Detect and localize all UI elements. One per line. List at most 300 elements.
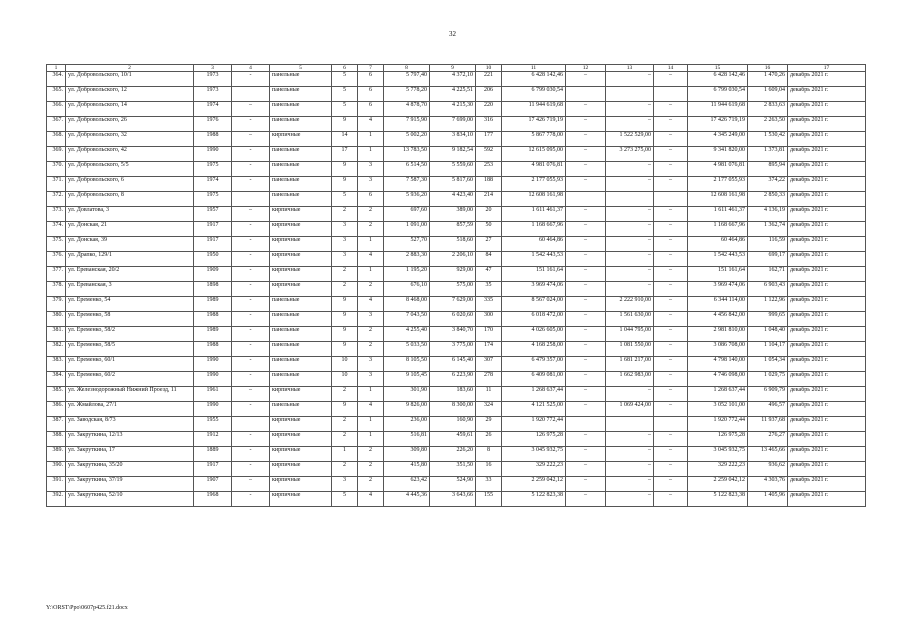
- footer-file-path: Y:\ORST\Ppo\0607p425.f21.docx: [46, 605, 128, 611]
- table-cell: ул. Донская, 39: [66, 237, 194, 252]
- table-row: [47, 417, 866, 432]
- table-cell: –: [654, 72, 688, 87]
- table-cell: 1 530,42: [748, 132, 788, 147]
- table-cell: 50: [476, 222, 502, 237]
- table-cell: 6 903,43: [748, 282, 788, 297]
- table-cell: 4 121 525,00: [502, 402, 566, 417]
- table-cell: 366.: [47, 102, 66, 117]
- table-cell: –: [654, 207, 688, 222]
- table-cell: 4 372,10: [430, 72, 476, 87]
- table-cell: 391.: [47, 477, 66, 492]
- table-cell: 329 222,23: [502, 462, 566, 477]
- table-cell: 1 029,75: [748, 372, 788, 387]
- table-cell: декабрь 2021 г.: [788, 252, 866, 267]
- table-cell: 368.: [47, 132, 66, 147]
- table-cell: 1917: [194, 462, 232, 477]
- table-cell: 335: [476, 297, 502, 312]
- table-cell: 6: [358, 192, 384, 207]
- table-row: [47, 72, 866, 87]
- table-cell: 4 168 258,00: [502, 342, 566, 357]
- table-cell: ул. Ереванская, 3: [66, 282, 194, 297]
- table-cell: [566, 417, 606, 432]
- table-cell: -: [232, 177, 270, 192]
- table-cell: 6 344 114,00: [688, 297, 748, 312]
- table-cell: ул. Добровольского, 6: [66, 177, 194, 192]
- table-cell: –: [566, 102, 606, 117]
- table-cell: –: [566, 252, 606, 267]
- table-row: [47, 387, 866, 402]
- table-cell: 1 681 217,00: [606, 357, 654, 372]
- table-cell: –: [606, 432, 654, 447]
- table-row: [47, 162, 866, 177]
- table-cell: -: [232, 312, 270, 327]
- table-cell: 84: [476, 252, 502, 267]
- table-row: [47, 492, 866, 507]
- table-cell: 6 409 081,00: [502, 372, 566, 387]
- table-cell: декабрь 2021 г.: [788, 327, 866, 342]
- table-cell: 2: [358, 342, 384, 357]
- table-cell: 371.: [47, 177, 66, 192]
- table-cell: –: [654, 267, 688, 282]
- table-cell: 1973: [194, 72, 232, 87]
- table-cell: 4 026 605,00: [502, 327, 566, 342]
- table-cell: 367.: [47, 117, 66, 132]
- table-cell: 12 608 161,98: [502, 192, 566, 207]
- table-cell: -: [232, 447, 270, 462]
- table-cell: 13 783,50: [384, 147, 430, 162]
- table-cell: -: [232, 357, 270, 372]
- table-cell: 3: [332, 222, 358, 237]
- table-cell: [654, 87, 688, 102]
- table-cell: 1: [358, 237, 384, 252]
- table-cell: 4 981 076,81: [688, 162, 748, 177]
- table-cell: 1961: [194, 387, 232, 402]
- table-cell: 220: [476, 102, 502, 117]
- table-cell: –: [566, 372, 606, 387]
- table-cell: [654, 192, 688, 207]
- table-cell: 4: [358, 297, 384, 312]
- column-number-cell: 6: [332, 65, 358, 72]
- table-row: [47, 237, 866, 252]
- table-cell: ул. Ереванская, 20/2: [66, 267, 194, 282]
- table-cell: -: [232, 252, 270, 267]
- table-cell: 5 559,60: [430, 162, 476, 177]
- table-cell: ул. Еременко, 60/2: [66, 372, 194, 387]
- table-cell: 8 468,00: [384, 297, 430, 312]
- table-cell: [232, 192, 270, 207]
- table-cell: –: [654, 117, 688, 132]
- table-cell: 1950: [194, 252, 232, 267]
- table-cell: 372.: [47, 192, 66, 207]
- table-cell: 221: [476, 72, 502, 87]
- table-cell: 253: [476, 162, 502, 177]
- table-cell: –: [654, 102, 688, 117]
- table-cell: 1909: [194, 267, 232, 282]
- table-cell: 1968: [194, 492, 232, 507]
- table-cell: 1 373,81: [748, 147, 788, 162]
- table-cell: -: [232, 462, 270, 477]
- table-cell: 4: [358, 402, 384, 417]
- table-cell: 60 464,86: [688, 237, 748, 252]
- table-cell: 5: [332, 192, 358, 207]
- table-cell: 12 615 095,00: [502, 147, 566, 162]
- table-cell: –: [654, 222, 688, 237]
- table-cell: 387.: [47, 417, 66, 432]
- table-cell: 3: [332, 237, 358, 252]
- table-row: [47, 327, 866, 342]
- table-cell: 29: [476, 417, 502, 432]
- table-cell: 1974: [194, 102, 232, 117]
- table-cell: кирпичные: [270, 462, 332, 477]
- table-cell: 316: [476, 117, 502, 132]
- table-cell: 5 778,20: [384, 87, 430, 102]
- table-cell: 151 161,64: [688, 267, 748, 282]
- table-cell: 7 915,90: [384, 117, 430, 132]
- table-cell: 369.: [47, 147, 66, 162]
- table-cell: –: [606, 282, 654, 297]
- table-row: [47, 312, 866, 327]
- table-cell: панельные: [270, 327, 332, 342]
- table-cell: 857,59: [430, 222, 476, 237]
- table-cell: 1 069 424,00: [606, 402, 654, 417]
- table-cell: –: [566, 267, 606, 282]
- table-cell: –: [606, 252, 654, 267]
- table-cell: 183,60: [430, 387, 476, 402]
- table-cell: 2 177 055,93: [502, 177, 566, 192]
- table-cell: 524,90: [430, 477, 476, 492]
- table-cell: 1: [358, 387, 384, 402]
- table-cell: декабрь 2021 г.: [788, 342, 866, 357]
- table-cell: 392.: [47, 492, 66, 507]
- table-cell: 5 797,40: [384, 72, 430, 87]
- table-cell: 214: [476, 192, 502, 207]
- table-cell: 1 522 529,00: [606, 132, 654, 147]
- table-cell: 1 362,74: [748, 222, 788, 237]
- table-cell: 27: [476, 237, 502, 252]
- table-cell: 5 936,20: [384, 192, 430, 207]
- table-cell: –: [654, 342, 688, 357]
- table-cell: 1889: [194, 447, 232, 462]
- table-cell: –: [606, 177, 654, 192]
- table-cell: кирпичные: [270, 237, 332, 252]
- table-cell: 2 259 042,12: [688, 477, 748, 492]
- table-cell: 3 969 474,06: [688, 282, 748, 297]
- table-cell: -: [232, 267, 270, 282]
- table-cell: 1 091,00: [384, 222, 430, 237]
- table-cell: 5: [332, 72, 358, 87]
- table-cell: 1 195,20: [384, 267, 430, 282]
- table-cell: 415,80: [384, 462, 430, 477]
- table-cell: [232, 87, 270, 102]
- table-cell: ул. Еременко, 58/2: [66, 327, 194, 342]
- table-cell: кирпичные: [270, 417, 332, 432]
- table-cell: -: [232, 372, 270, 387]
- table-cell: –: [566, 162, 606, 177]
- table-cell: –: [654, 387, 688, 402]
- table-cell: декабрь 2021 г.: [788, 432, 866, 447]
- table-cell: 1957: [194, 207, 232, 222]
- table-cell: ул. Закруткина, 37/19: [66, 477, 194, 492]
- table-cell: 2 981 810,00: [688, 327, 748, 342]
- table-cell: 226,20: [430, 447, 476, 462]
- table-cell: –: [654, 297, 688, 312]
- column-number-cell: 9: [430, 65, 476, 72]
- table-cell: –: [232, 132, 270, 147]
- table-cell: декабрь 2021 г.: [788, 402, 866, 417]
- table-cell: 2: [358, 462, 384, 477]
- table-cell: 307: [476, 357, 502, 372]
- table-cell: 1976: [194, 117, 232, 132]
- table-cell: панельные: [270, 297, 332, 312]
- table-cell: –: [606, 222, 654, 237]
- table-cell: 1898: [194, 282, 232, 297]
- table-cell: 1989: [194, 297, 232, 312]
- table-cell: 4 878,70: [384, 102, 430, 117]
- table-cell: 1 920 772,44: [502, 417, 566, 432]
- table-cell: ул. Добровольского, 12: [66, 87, 194, 102]
- table-cell: декабрь 2021 г.: [788, 387, 866, 402]
- table-cell: ул. Еременко, 58/5: [66, 342, 194, 357]
- column-number-cell: 12: [566, 65, 606, 72]
- table-cell: [606, 417, 654, 432]
- table-cell: панельные: [270, 87, 332, 102]
- table-cell: –: [606, 387, 654, 402]
- table-cell: –: [654, 492, 688, 507]
- table-cell: 1 104,17: [748, 342, 788, 357]
- table-cell: –: [606, 462, 654, 477]
- table-cell: 12 608 161,98: [688, 192, 748, 207]
- column-number-cell: 4: [232, 65, 270, 72]
- table-cell: 2 850,33: [748, 192, 788, 207]
- table-cell: 1990: [194, 402, 232, 417]
- table-cell: декабрь 2021 г.: [788, 417, 866, 432]
- table-cell: –: [566, 477, 606, 492]
- table-cell: 384.: [47, 372, 66, 387]
- table-cell: декабрь 2021 г.: [788, 357, 866, 372]
- table-cell: декабрь 2021 г.: [788, 297, 866, 312]
- table-cell: [232, 417, 270, 432]
- table-cell: ул. Добровольского, 32: [66, 132, 194, 147]
- table-cell: 5 033,50: [384, 342, 430, 357]
- column-number-cell: 11: [502, 65, 566, 72]
- table-cell: -: [232, 282, 270, 297]
- table-cell: 5: [332, 492, 358, 507]
- table-cell: 4 215,30: [430, 102, 476, 117]
- table-cell: 374.: [47, 222, 66, 237]
- table-cell: 2 206,10: [430, 252, 476, 267]
- table-cell: 4 303,76: [748, 477, 788, 492]
- table-cell: 160,90: [430, 417, 476, 432]
- table-cell: декабрь 2021 г.: [788, 237, 866, 252]
- table-cell: 1990: [194, 372, 232, 387]
- table-cell: 1: [358, 147, 384, 162]
- table-cell: 8 567 024,00: [502, 297, 566, 312]
- table-cell: 2 263,50: [748, 117, 788, 132]
- table-cell: кирпичные: [270, 477, 332, 492]
- table-cell: 623,42: [384, 477, 430, 492]
- table-cell: 4 798 140,00: [688, 357, 748, 372]
- table-cell: -: [232, 147, 270, 162]
- table-cell: –: [654, 477, 688, 492]
- table-cell: панельные: [270, 372, 332, 387]
- table-cell: 9 105,45: [384, 372, 430, 387]
- table-cell: 2: [358, 222, 384, 237]
- housing-register-table: [46, 64, 866, 507]
- table-cell: 385.: [47, 387, 66, 402]
- table-cell: декабрь 2021 г.: [788, 177, 866, 192]
- table-cell: 6 428 142,46: [688, 72, 748, 87]
- table-cell: –: [566, 72, 606, 87]
- table-cell: 309,80: [384, 447, 430, 462]
- table-cell: панельные: [270, 192, 332, 207]
- table-cell: 17: [332, 147, 358, 162]
- table-cell: 13 465,66: [748, 447, 788, 462]
- table-cell: 177: [476, 132, 502, 147]
- table-cell: 5: [332, 102, 358, 117]
- table-cell: ул. Довлатова, 3: [66, 207, 194, 222]
- table-cell: 1 611 461,37: [688, 207, 748, 222]
- table-cell: кирпичные: [270, 252, 332, 267]
- table-cell: -: [232, 162, 270, 177]
- table-cell: 1 044 795,00: [606, 327, 654, 342]
- table-cell: 4 746 098,00: [688, 372, 748, 387]
- table-cell: –: [654, 312, 688, 327]
- table-cell: 1: [358, 432, 384, 447]
- table-cell: ул. Добровольского, 14: [66, 102, 194, 117]
- table-cell: –: [566, 402, 606, 417]
- table-cell: панельные: [270, 402, 332, 417]
- table-cell: 8: [476, 447, 502, 462]
- table-row: [47, 147, 866, 162]
- table-cell: 324: [476, 402, 502, 417]
- table-cell: 9: [332, 342, 358, 357]
- table-cell: 1 268 637,44: [502, 387, 566, 402]
- table-cell: ул. Еременко, 54: [66, 297, 194, 312]
- table-cell: –: [606, 447, 654, 462]
- table-cell: 4: [358, 252, 384, 267]
- table-cell: 6 020,60: [430, 312, 476, 327]
- table-cell: –: [654, 177, 688, 192]
- table-cell: –: [566, 432, 606, 447]
- table-cell: ул. Жмайлова, 27/1: [66, 402, 194, 417]
- table-cell: 3: [332, 477, 358, 492]
- table-cell: 516,81: [384, 432, 430, 447]
- table-cell: 3 834,10: [430, 132, 476, 147]
- table-cell: 4 445,36: [384, 492, 430, 507]
- table-cell: 3 086 708,00: [688, 342, 748, 357]
- table-cell: -: [232, 117, 270, 132]
- table-cell: 375.: [47, 237, 66, 252]
- table-cell: 3 643,66: [430, 492, 476, 507]
- table-cell: 7 629,00: [430, 297, 476, 312]
- table-cell: –: [654, 372, 688, 387]
- table-cell: 2 833,63: [748, 102, 788, 117]
- table-cell: 1975: [194, 192, 232, 207]
- table-cell: декабрь 2021 г.: [788, 162, 866, 177]
- table-cell: 381.: [47, 327, 66, 342]
- table-cell: 301,90: [384, 387, 430, 402]
- table-cell: 300: [476, 312, 502, 327]
- table-cell: ул. Закруткина, 17: [66, 447, 194, 462]
- table-cell: ул. Закруткина, 12/13: [66, 432, 194, 447]
- table-cell: декабрь 2021 г.: [788, 192, 866, 207]
- table-cell: кирпичные: [270, 432, 332, 447]
- table-cell: 5 817,60: [430, 177, 476, 192]
- table-cell: 188: [476, 177, 502, 192]
- column-number-cell: 8: [384, 65, 430, 72]
- table-cell: 4 225,51: [430, 87, 476, 102]
- table-cell: 390.: [47, 462, 66, 477]
- table-cell: –: [606, 492, 654, 507]
- table-cell: панельные: [270, 312, 332, 327]
- table-cell: 1975: [194, 162, 232, 177]
- table-cell: панельные: [270, 72, 332, 87]
- table-cell: 6 799 030,54: [688, 87, 748, 102]
- table-cell: -: [232, 492, 270, 507]
- table-cell: 9: [332, 402, 358, 417]
- table-cell: 151 161,64: [502, 267, 566, 282]
- table-cell: 6 428 142,46: [502, 72, 566, 87]
- table-cell: 1917: [194, 237, 232, 252]
- table-cell: 1 611 461,37: [502, 207, 566, 222]
- table-cell: 496,57: [748, 402, 788, 417]
- table-cell: ул. Добровольского, 42: [66, 147, 194, 162]
- table-cell: 3: [358, 357, 384, 372]
- table-cell: 9: [332, 297, 358, 312]
- table-cell: 11 944 619,68: [688, 102, 748, 117]
- table-cell: –: [654, 147, 688, 162]
- table-cell: панельные: [270, 357, 332, 372]
- table-cell: 4 456 842,00: [688, 312, 748, 327]
- table-cell: 17 426 719,19: [688, 117, 748, 132]
- table-cell: 699,17: [748, 252, 788, 267]
- table-cell: –: [654, 252, 688, 267]
- table-row: [47, 132, 866, 147]
- table-cell: декабрь 2021 г.: [788, 132, 866, 147]
- table-cell: 377.: [47, 267, 66, 282]
- table-row: [47, 357, 866, 372]
- table-cell: кирпичные: [270, 492, 332, 507]
- table-cell: 388.: [47, 432, 66, 447]
- table-cell: декабрь 2021 г.: [788, 207, 866, 222]
- table-cell: –: [606, 117, 654, 132]
- table-cell: 1990: [194, 357, 232, 372]
- table-cell: –: [566, 207, 606, 222]
- table-cell: 459,61: [430, 432, 476, 447]
- table-row: [47, 447, 866, 462]
- table-cell: 527,70: [384, 237, 430, 252]
- table-cell: декабрь 2021 г.: [788, 462, 866, 477]
- column-number-header-row: [47, 65, 866, 72]
- table-row: [47, 372, 866, 387]
- table-cell: –: [566, 177, 606, 192]
- table-cell: [566, 87, 606, 102]
- table-cell: 4 345 249,00: [688, 132, 748, 147]
- table-cell: 47: [476, 267, 502, 282]
- table-cell: 380.: [47, 312, 66, 327]
- table-cell: –: [232, 387, 270, 402]
- table-cell: 3: [332, 252, 358, 267]
- table-cell: 7 587,30: [384, 177, 430, 192]
- table-cell: декабрь 2021 г.: [788, 267, 866, 282]
- column-number-cell: 2: [66, 65, 194, 72]
- table-cell: –: [606, 72, 654, 87]
- table-cell: 2: [332, 282, 358, 297]
- table-cell: –: [654, 132, 688, 147]
- table-cell: 11: [476, 387, 502, 402]
- table-cell: 3 273 275,00: [606, 147, 654, 162]
- table-cell: 1: [358, 132, 384, 147]
